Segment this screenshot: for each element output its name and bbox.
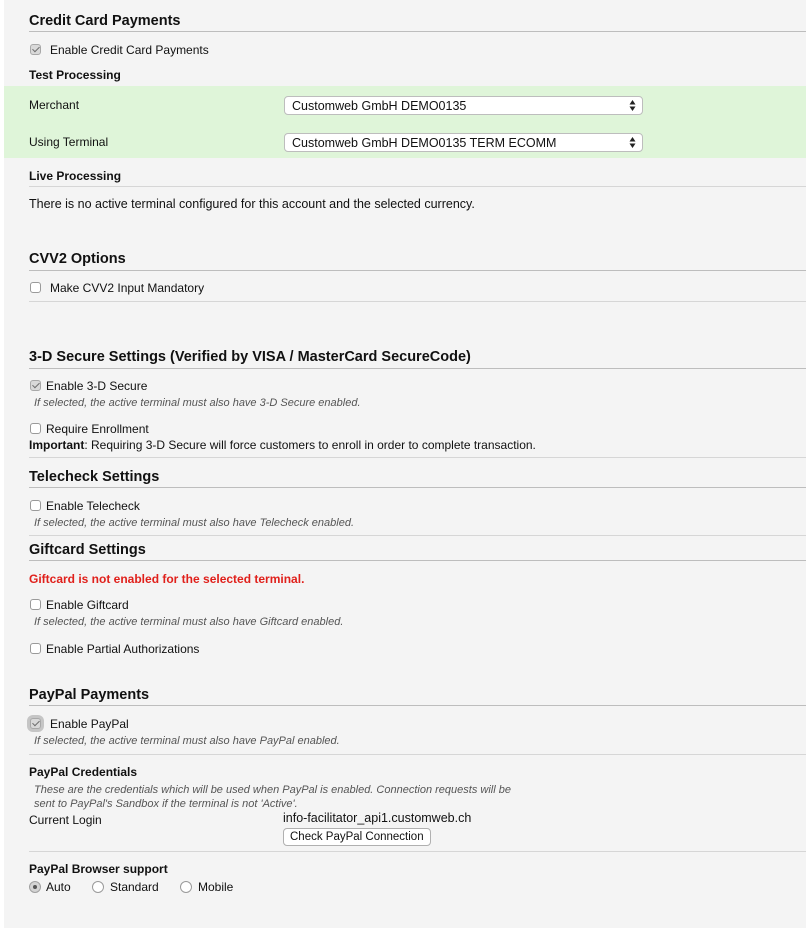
paypal-credentials-title: PayPal Credentials <box>29 765 138 779</box>
merchant-label: Merchant <box>29 98 80 112</box>
select-arrows-icon <box>629 99 636 112</box>
paypal-credentials-note: These are the credentials which will be used when PayPal is enabled. Connection requests will be sent to PayPal's Sandbox if the terminal is not 'Active'. <box>34 784 511 810</box>
browser-option-standard-label: Standard <box>110 880 159 894</box>
divider <box>29 186 806 187</box>
giftcard-title: Giftcard Settings <box>29 542 146 558</box>
divider <box>29 535 806 536</box>
terminal-select[interactable] <box>284 133 643 152</box>
three-d-secure-title: 3-D Secure Settings (Verified by VISA / MasterCard SecureCode) <box>29 349 471 365</box>
paypal-note: If selected, the active terminal must also have PayPal enabled. <box>34 735 340 747</box>
credit-card-title: Credit Card Payments <box>29 13 181 29</box>
enable-3d-secure-checkbox[interactable] <box>30 380 41 391</box>
enable-paypal-label: Enable PayPal <box>50 717 129 731</box>
important-label: Important <box>29 438 85 452</box>
enable-giftcard-checkbox[interactable] <box>30 599 41 610</box>
divider <box>29 31 806 32</box>
require-enrollment-checkbox[interactable] <box>30 423 41 434</box>
paypal-browser-support-title: PayPal Browser support <box>29 862 168 876</box>
merchant-select-value: Customweb GmbH DEMO0135 <box>292 99 467 113</box>
browser-option-mobile-label: Mobile <box>198 880 234 894</box>
divider <box>29 457 806 458</box>
telecheck-note: If selected, the active terminal must also have Telecheck enabled. <box>34 517 354 529</box>
enable-paypal-checkbox[interactable] <box>30 718 41 729</box>
terminal-select-value: Customweb GmbH DEMO0135 TERM ECOMM <box>292 136 557 150</box>
divider <box>29 368 806 369</box>
cvv2-mandatory-checkbox[interactable] <box>30 282 41 293</box>
divider <box>29 487 806 488</box>
partial-authorizations-label: Enable Partial Authorizations <box>46 642 200 656</box>
important-notice <box>29 438 536 452</box>
paypal-title: PayPal Payments <box>29 687 150 703</box>
enable-giftcard-label: Enable Giftcard <box>46 598 129 612</box>
partial-authorizations-checkbox[interactable] <box>30 643 41 654</box>
giftcard-note: If selected, the active terminal must also have Giftcard enabled. <box>34 616 344 628</box>
browser-option-auto-label: Auto <box>46 880 71 894</box>
divider <box>29 754 806 755</box>
3d-secure-note: If selected, the active terminal must also have 3-D Secure enabled. <box>34 397 361 409</box>
enable-credit-card-checkbox[interactable] <box>30 44 41 55</box>
important-text: : Requiring 3-D Secure will force customers to enroll in order to complete transaction. <box>84 438 536 452</box>
current-login-value: info-facilitator_api1.customweb.ch <box>283 811 472 825</box>
live-processing-message: There is no active terminal configured for this account and the selected currency. <box>29 197 475 211</box>
enable-3d-secure-label: Enable 3-D Secure <box>46 379 148 393</box>
enable-telecheck-checkbox[interactable] <box>30 500 41 511</box>
browser-option-standard-radio[interactable] <box>92 881 104 893</box>
settings-panel <box>4 0 806 928</box>
require-enrollment-label: Require Enrollment <box>46 422 149 436</box>
enable-telecheck-label: Enable Telecheck <box>46 499 140 513</box>
merchant-select[interactable] <box>284 96 643 115</box>
enable-credit-card-label: Enable Credit Card Payments <box>50 43 209 57</box>
terminal-label: Using Terminal <box>29 135 109 149</box>
current-login-label: Current Login <box>29 813 102 827</box>
divider <box>29 851 806 852</box>
select-arrows-icon <box>629 136 636 149</box>
test-processing-title: Test Processing <box>29 68 121 82</box>
divider <box>29 270 806 271</box>
browser-option-auto-radio[interactable] <box>29 881 41 893</box>
telecheck-title: Telecheck Settings <box>29 469 160 485</box>
divider <box>29 560 806 561</box>
divider <box>29 301 806 302</box>
browser-option-mobile-radio[interactable] <box>180 881 192 893</box>
cvv2-mandatory-label: Make CVV2 Input Mandatory <box>50 281 205 295</box>
giftcard-warning: Giftcard is not enabled for the selected terminal. <box>29 572 305 586</box>
cvv2-title: CVV2 Options <box>29 251 126 267</box>
divider <box>29 705 806 706</box>
check-paypal-connection-button[interactable]: Check PayPal Connection <box>283 828 431 846</box>
live-processing-title: Live Processing <box>29 169 122 183</box>
